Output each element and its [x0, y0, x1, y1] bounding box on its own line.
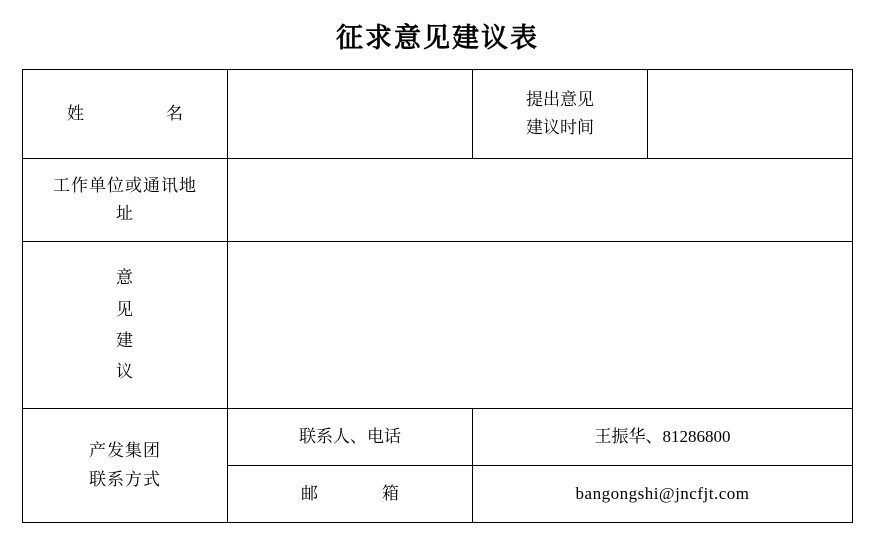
opinion-label	[23, 242, 228, 409]
table-row	[23, 409, 853, 466]
contact-person-label: 联系人、电话	[228, 409, 473, 466]
opinion-form-table	[22, 69, 853, 523]
unit-value-field[interactable]	[228, 159, 853, 242]
table-row	[23, 242, 853, 409]
unit-label-line1: 工作单位或通讯地	[53, 175, 197, 195]
contact-label	[23, 409, 228, 523]
contact-email-value: bangongshi@jncfjt.com	[473, 466, 853, 523]
unit-label-line2: 址	[116, 204, 134, 223]
name-value-field[interactable]	[228, 70, 473, 159]
opinion-label-char-1: 意	[116, 268, 134, 288]
date-label-line2: 建议时间	[526, 118, 594, 137]
name-label: 姓 名	[23, 70, 228, 159]
page-title: 征求意见建议表	[336, 23, 539, 53]
table-row	[23, 70, 853, 159]
date-label	[473, 70, 648, 159]
unit-label	[23, 159, 228, 242]
opinion-label-char-4: 议	[116, 362, 134, 382]
contact-label-line1: 产发集团	[89, 441, 161, 461]
opinion-value-field[interactable]	[228, 242, 853, 409]
date-label-line1: 提出意见	[526, 89, 594, 109]
date-value-field[interactable]	[648, 70, 853, 159]
table-row	[23, 159, 853, 242]
contact-email-label: 邮 箱	[228, 466, 473, 523]
opinion-label-char-3: 建	[116, 331, 134, 350]
opinion-label-char-2: 见	[116, 299, 134, 319]
contact-person-value: 王振华、81286800	[473, 409, 853, 466]
contact-label-line2: 联系方式	[89, 469, 161, 489]
